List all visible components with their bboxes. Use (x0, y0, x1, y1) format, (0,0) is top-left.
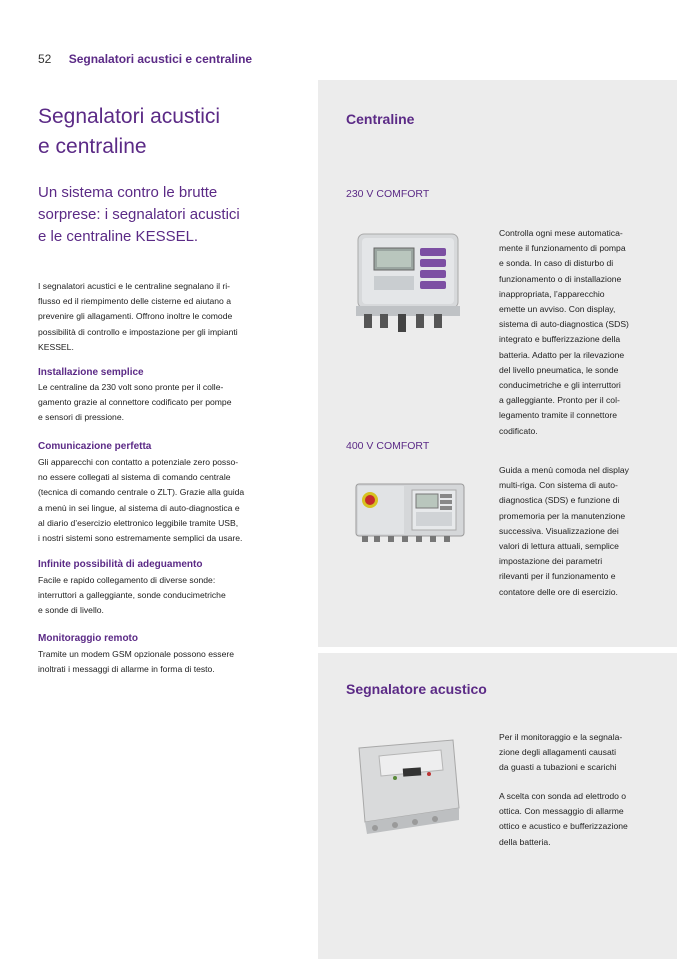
section-heading-comunicazione: Comunicazione perfetta (38, 441, 152, 452)
c230-description: Controlla ogni mese automatica- mente il funzionamento di pompa e sonda. In caso di disturbo di funzionamento o di installazione inappropriata, l’apparecchio emette un avviso. Con display, sistema di auto-diagnostica (SDS) integrato e bufferizzazione della batteria. Adatto per la rilevazione del livello pneumatica, le sonde conducimetriche e gli interruttori a galleggiante. Pronto per il col- legamento tramite il connettore codificato. (499, 228, 629, 436)
running-title: Segnalatori acustici e centraline (68, 52, 253, 66)
section-text-adeguamento: Facile e rapido collegamento di diverse sonde: interruttori a galleggiante, sonde conducimetriche e sonde di livello. (38, 575, 226, 616)
running-header (38, 52, 252, 66)
c400-label: 400 V COMFORT (346, 440, 430, 452)
page-number: 52 (38, 52, 52, 66)
section-text-installazione: Le centraline da 230 volt sono pronte per il colle- gamento grazie al connettore codificato per pompe e sensori di pressione. (38, 382, 232, 423)
centralina-400v-image (352, 480, 468, 544)
c230-label: 230 V COMFORT (346, 188, 430, 200)
segnalatore-image (345, 734, 465, 840)
intro-text: I segnalatori acustici e le centraline segnalano il ri- flusso ed il riempimento delle cisterne ed aiutano a prevenire gli allagamenti. Offrono inoltre le comode possibilità di controllo e impostazione per gli impianti KESSEL. (38, 281, 238, 352)
lead-paragraph: Un sistema contro le brutte sorprese: i segnalatori acustici e le centraline KESSEL. (38, 184, 240, 245)
segnalatore-heading: Segnalatore acustico (346, 681, 487, 697)
segnalatore-description-1: Per il monitoraggio e la segnala- zione degli allagamenti causati da guasti a tubazioni e scarichi (499, 732, 623, 773)
section-text-comunicazione: Gli apparecchi con contatto a potenziale zero posso- no essere collegati al sistema di comando centrale (tecnica di comando centrale o ZLT). Grazie alla guida a menù in sei lingue, al sistema di auto-diagnostica e al diario d’esercizio elettronico leggibile tramite USB, i nostri sistemi sono estremamente semplici da usare. (38, 457, 245, 544)
centraline-heading: Centraline (346, 111, 415, 127)
section-heading-monitoraggio: Monitoraggio remoto (38, 633, 138, 644)
section-text-monitoraggio: Tramite un modem GSM opzionale possono essere inoltrati i messaggi di allarme in forma di testo. (38, 649, 234, 675)
section-heading-adeguamento: Infinite possibilità di adeguamento (38, 559, 203, 570)
section-heading-installazione: Installazione semplice (38, 367, 144, 378)
segnalatore-description-2: A scelta con sonda ad elettrodo o ottica. Con messaggio di allarme ottico e acustico e bufferizzazione della batteria. (499, 791, 628, 847)
centralina-230v-image (350, 230, 468, 334)
page-title: Segnalatori acustici e centraline (38, 105, 221, 158)
c400-description: Guida a menù comoda nel display multi-riga. Con sistema di auto- diagnostica (SDS) e funzione di promemoria per la manutenzione successiva. Visualizzazione dei valori di lettura attuali, semplice impostazione dei parametri rilevanti per il funzionamento e contatore delle ore di esercizio. (499, 465, 629, 597)
